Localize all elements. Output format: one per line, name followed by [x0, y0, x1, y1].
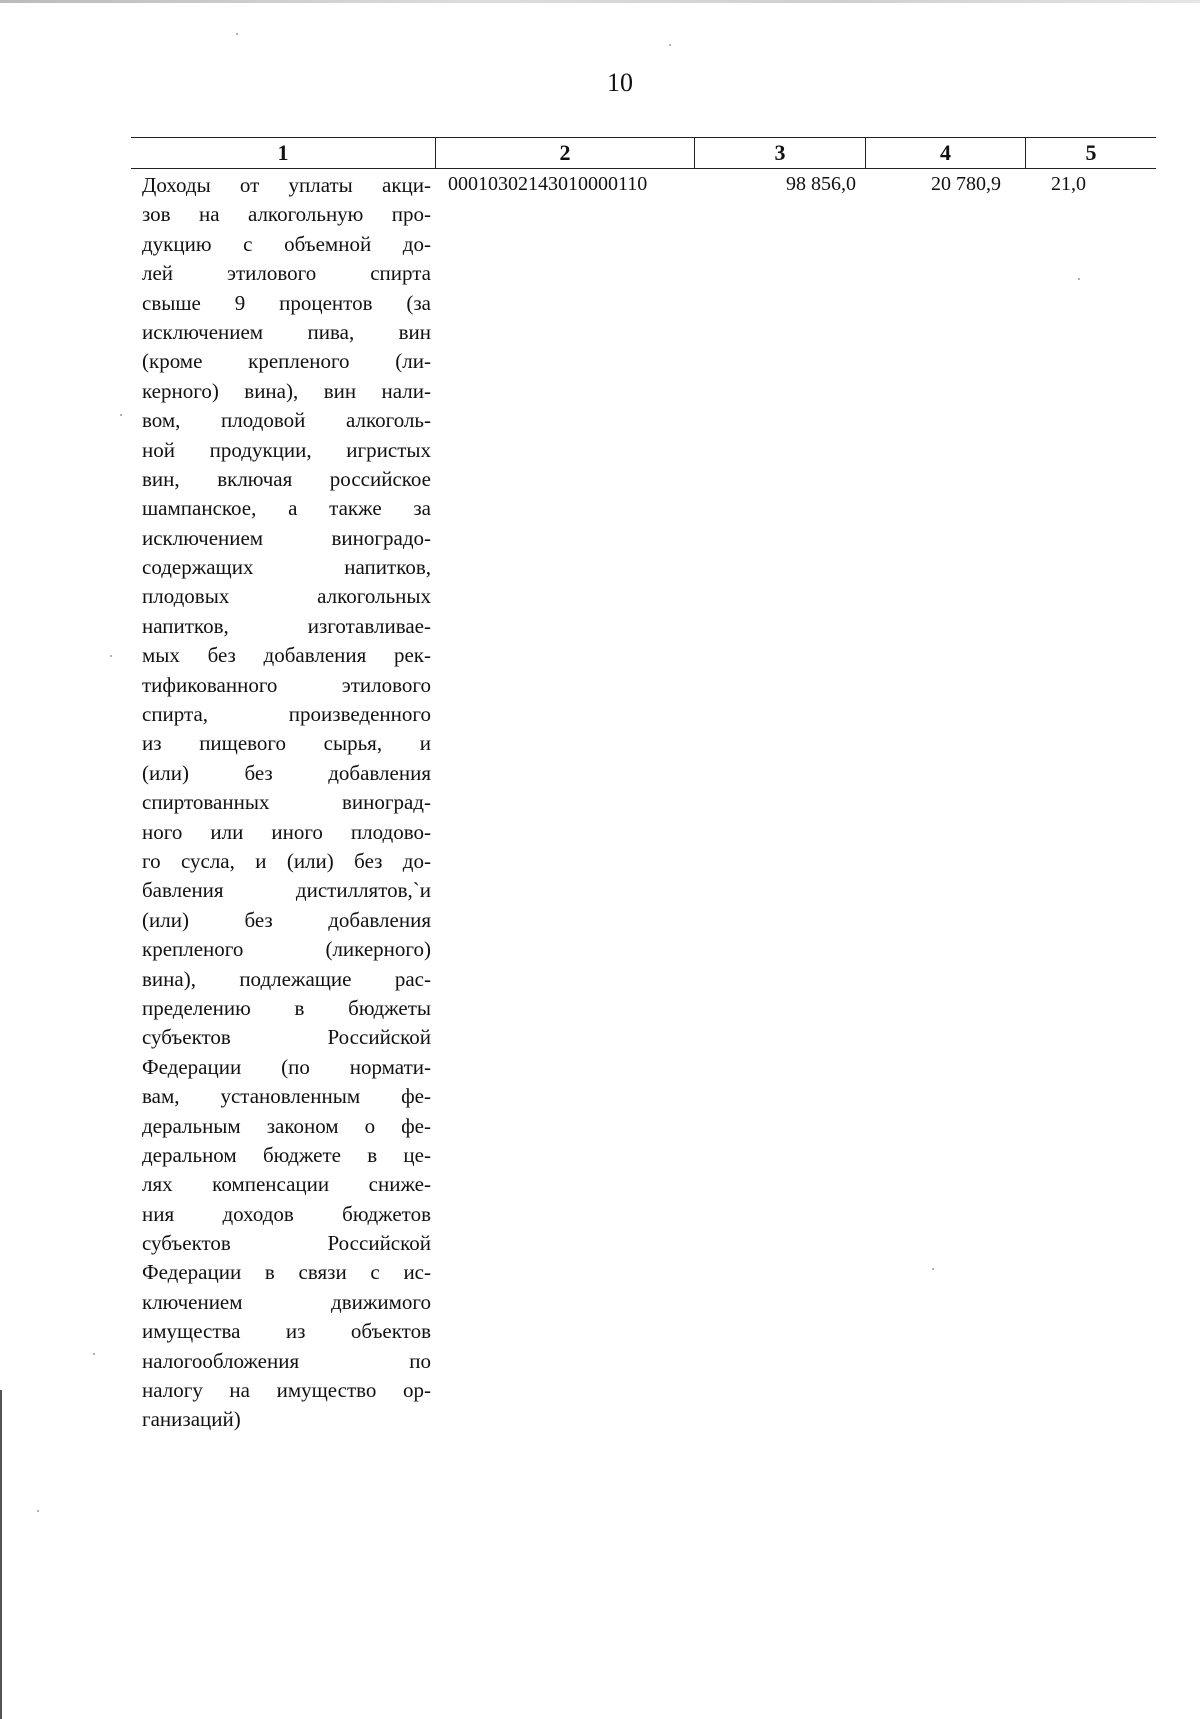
description-line: ключением движимого — [142, 1289, 431, 1314]
description-line: субъектов Российской — [142, 1025, 431, 1050]
description-line: тификованного этилового — [142, 672, 431, 697]
description-line: напитков, изготавливае- — [142, 613, 431, 638]
description-line: бавления дистиллятов,`и — [142, 878, 431, 903]
description-line: крепленого (ликерного) — [142, 937, 431, 962]
description-line: исключением виноградо- — [142, 525, 431, 550]
description-line: Доходы от уплаты акци- — [142, 173, 431, 197]
scan-edge-top — [0, 0, 1200, 3]
description-line: ния доходов бюджетов — [142, 1201, 431, 1226]
description-line: зов на алкогольную про- — [142, 202, 431, 227]
scan-speck — [120, 414, 122, 416]
table-header-row — [131, 137, 1156, 169]
classification-code-cell: 00010302143010000110 — [448, 173, 648, 195]
description-line: го сусла, и (или) без до- — [142, 848, 431, 873]
description-line: ного или иного плодово- — [142, 819, 431, 844]
description-line: дукцию с объемной до- — [142, 231, 431, 256]
description-line: деральным законом о фе- — [142, 1113, 431, 1138]
description-line: Федерации (по нормати- — [142, 1054, 431, 1079]
column-header-5: 5 — [1085, 140, 1097, 165]
description-line: исключением пива, вин — [142, 319, 431, 344]
description-line: лей этилового спирта — [142, 261, 431, 286]
description-line: спирта, произведенного — [142, 702, 431, 727]
column-header-4: 4 — [866, 138, 1026, 168]
value-cell-4: 20 780,9 — [931, 173, 1001, 195]
description-line: вина), подлежащие рас- — [142, 966, 431, 991]
description-cell — [131, 171, 431, 1435]
description-line: ганизаций) — [142, 1407, 241, 1432]
description-line: лях компенсации сниже- — [142, 1172, 431, 1197]
scan-speck — [236, 33, 238, 35]
description-line: из пищевого сырья, и — [142, 731, 431, 756]
description-line: (или) без добавления — [142, 760, 431, 785]
description-line: ной продукции, игристых — [142, 437, 431, 462]
scan-speck — [93, 1353, 95, 1355]
value-cell-5: 21,0 — [1051, 173, 1086, 195]
description-line: вам, установленным фе- — [142, 1084, 431, 1109]
page-number: 10 — [607, 68, 633, 97]
column-header-3: 3 — [695, 138, 866, 168]
description-line: плодовых алкогольных — [142, 584, 431, 609]
description-line: имущества из объектов — [142, 1319, 431, 1344]
scan-speck — [669, 44, 671, 46]
description-line: вом, плодовой алкоголь- — [142, 408, 431, 433]
description-line: керного) вина), вин нали- — [142, 378, 431, 403]
data-table — [131, 137, 1156, 1435]
description-line: (или) без добавления — [142, 907, 431, 932]
scan-speck — [37, 1510, 39, 1512]
description-line: Федерации в связи с ис- — [142, 1260, 431, 1285]
description-line: вин, включая российское — [142, 466, 431, 491]
description-line: (кроме крепленого (ли- — [142, 349, 431, 374]
description-line: субъектов Российской — [142, 1231, 431, 1256]
scan-edge-left — [0, 1390, 2, 1719]
column-header-1: 1 — [131, 138, 436, 168]
scan-speck — [110, 655, 112, 657]
description-line: мых без добавления рек- — [142, 643, 431, 668]
description-line: содержащих напитков, — [142, 555, 431, 580]
value-cell-3: 98 856,0 — [786, 173, 856, 195]
table-row — [131, 169, 1156, 1435]
column-header-2: 2 — [436, 138, 695, 168]
description-line: деральном бюджете в це- — [142, 1142, 431, 1167]
description-line: свыше 9 процентов (за — [142, 290, 431, 315]
description-line: спиртованных виноград- — [142, 790, 431, 815]
description-line: налогу на имущество ор- — [142, 1378, 431, 1403]
description-line: пределению в бюджеты — [142, 995, 431, 1020]
description-line: налогообложения по — [142, 1348, 431, 1373]
description-line: шампанское, а также за — [142, 496, 431, 521]
